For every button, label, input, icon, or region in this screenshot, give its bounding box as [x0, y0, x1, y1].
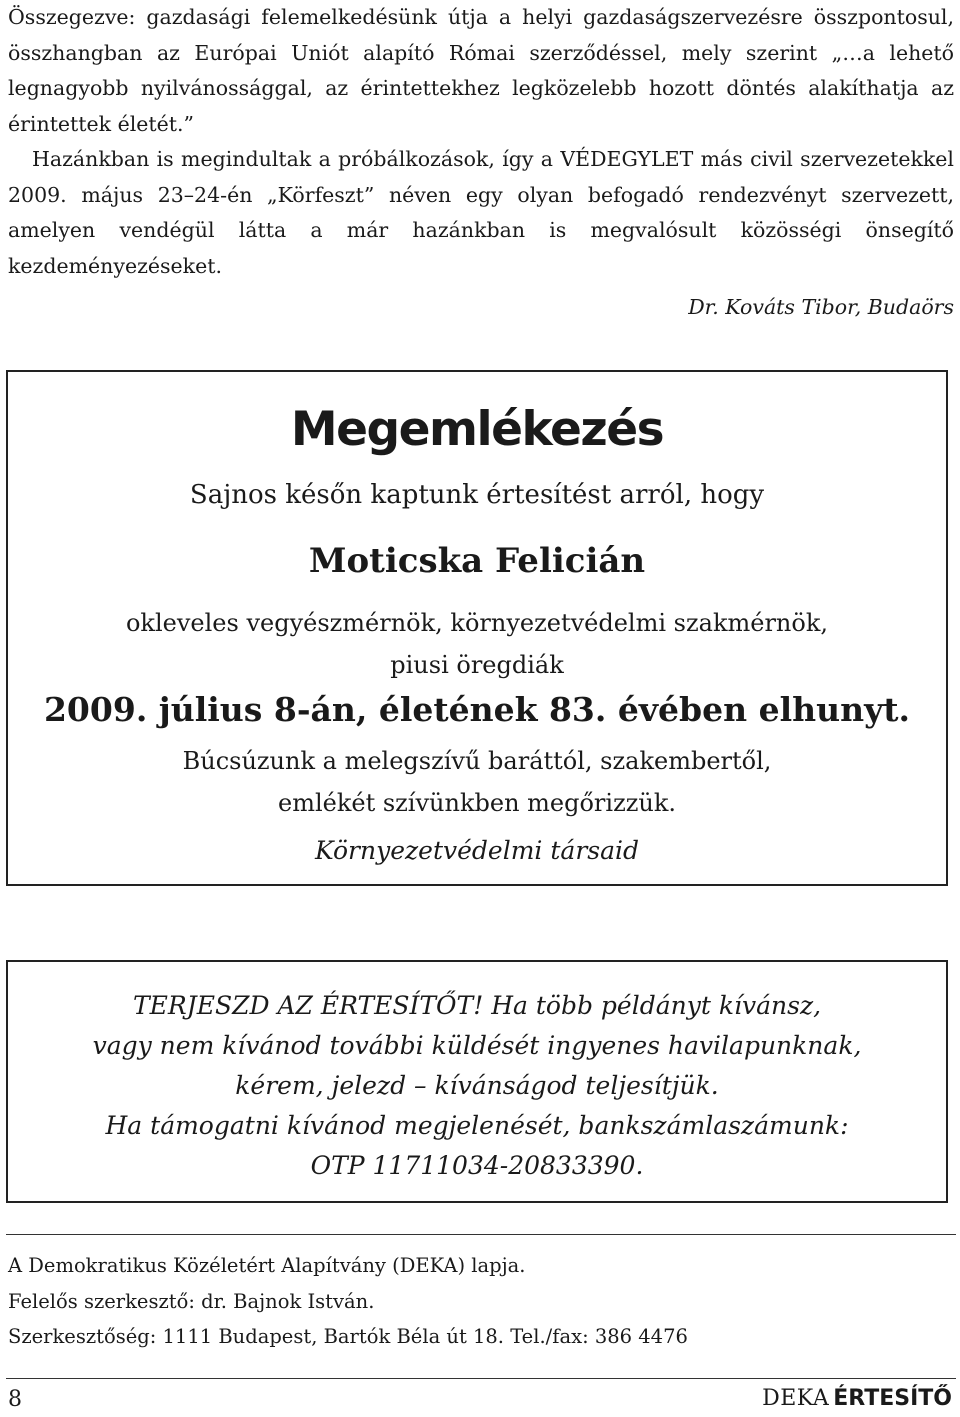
death-notice: 2009. július 8-án, életének 83. évében elhunyt.: [43, 690, 911, 729]
farewell-line-2: emlékét szívünkben megőrizzük.: [277, 789, 676, 817]
promo-line-1: TERJESZD AZ ÉRTESÍTŐT! Ha több példányt kívánsz,: [132, 991, 822, 1020]
promo-line-3: kérem, jelezd – kívánságod teljesítjük.: [235, 1071, 719, 1100]
footer-divider: [6, 1378, 956, 1379]
memorial-box: [6, 370, 948, 886]
imprint-address: Szerkesztőség: 1111 Budapest, Bartók Béla út 18. Tel./fax: 386 4476: [8, 1325, 688, 1348]
promo-bank-account: OTP 11711034-20833390.: [310, 1151, 644, 1180]
imprint-publisher: A Demokratikus Közéletért Alapítvány (DEKA) lapja.: [8, 1254, 526, 1277]
promo-line-4: Ha támogatni kívánod megjelenését, bankszámlaszámunk:: [105, 1111, 849, 1140]
intro-paragraph-2: Hazánkban is megindultak a próbálkozások, így a VÉDEGYLET más civil szervezetekkel 2009. május 23–24-én „Körfeszt” néven egy olyan befogadó rendezvényt szervezett, amelyen vendégül látta a már hazánkban is megvalósult közösségi önsegítő kezdeményezéseket.: [8, 147, 954, 278]
intro-paragraph-1: Összegezve: gazdasági felemelkedésünk útja a helyi gazdaságszervezésre összpontosul, összhangban az Európai Uniót alapító Római szerződéssel, mely szerint „…a lehető legnagyobb nyilvánossággal, az érintettekhez legközelebb hozott döntés alakíthatja az érintettek életét.”: [8, 5, 954, 136]
imprint: [8, 1248, 688, 1355]
page-number: 8: [8, 1387, 22, 1412]
farewell-text: [8, 740, 946, 824]
intro-article: [8, 0, 954, 326]
farewell-line-1: Búcsúzunk a melegszívű baráttól, szakembertől,: [182, 747, 772, 775]
memorial-title: Megemlékezés: [290, 402, 664, 457]
deceased-role: [8, 602, 946, 686]
article-signature: Dr. Kováts Tibor, Budaörs: [688, 295, 954, 319]
memorial-signature: Környezetvédelmi társaid: [314, 836, 640, 865]
imprint-divider: [6, 1234, 956, 1235]
memorial-intro: Sajnos későn kaptunk értesítést arról, hogy: [189, 480, 765, 510]
promo-line-2: vagy nem kívánod további küldését ingyenes havilapunknak,: [92, 1031, 862, 1060]
deceased-role-line-1: okleveles vegyészmérnök, környezetvédelmi szakmérnök,: [125, 609, 828, 637]
brand-deka: DEKA: [762, 1386, 830, 1411]
deceased-name: Moticska Felicián: [308, 541, 646, 581]
deceased-role-line-2: piusi öregdiák: [390, 651, 564, 679]
brand-ertesito: ÉRTESÍTŐ: [833, 1386, 952, 1411]
promo-box: [6, 960, 948, 1203]
imprint-editor: Felelős szerkesztő: dr. Bajnok István.: [8, 1289, 375, 1313]
publication-brand: [762, 1383, 952, 1416]
